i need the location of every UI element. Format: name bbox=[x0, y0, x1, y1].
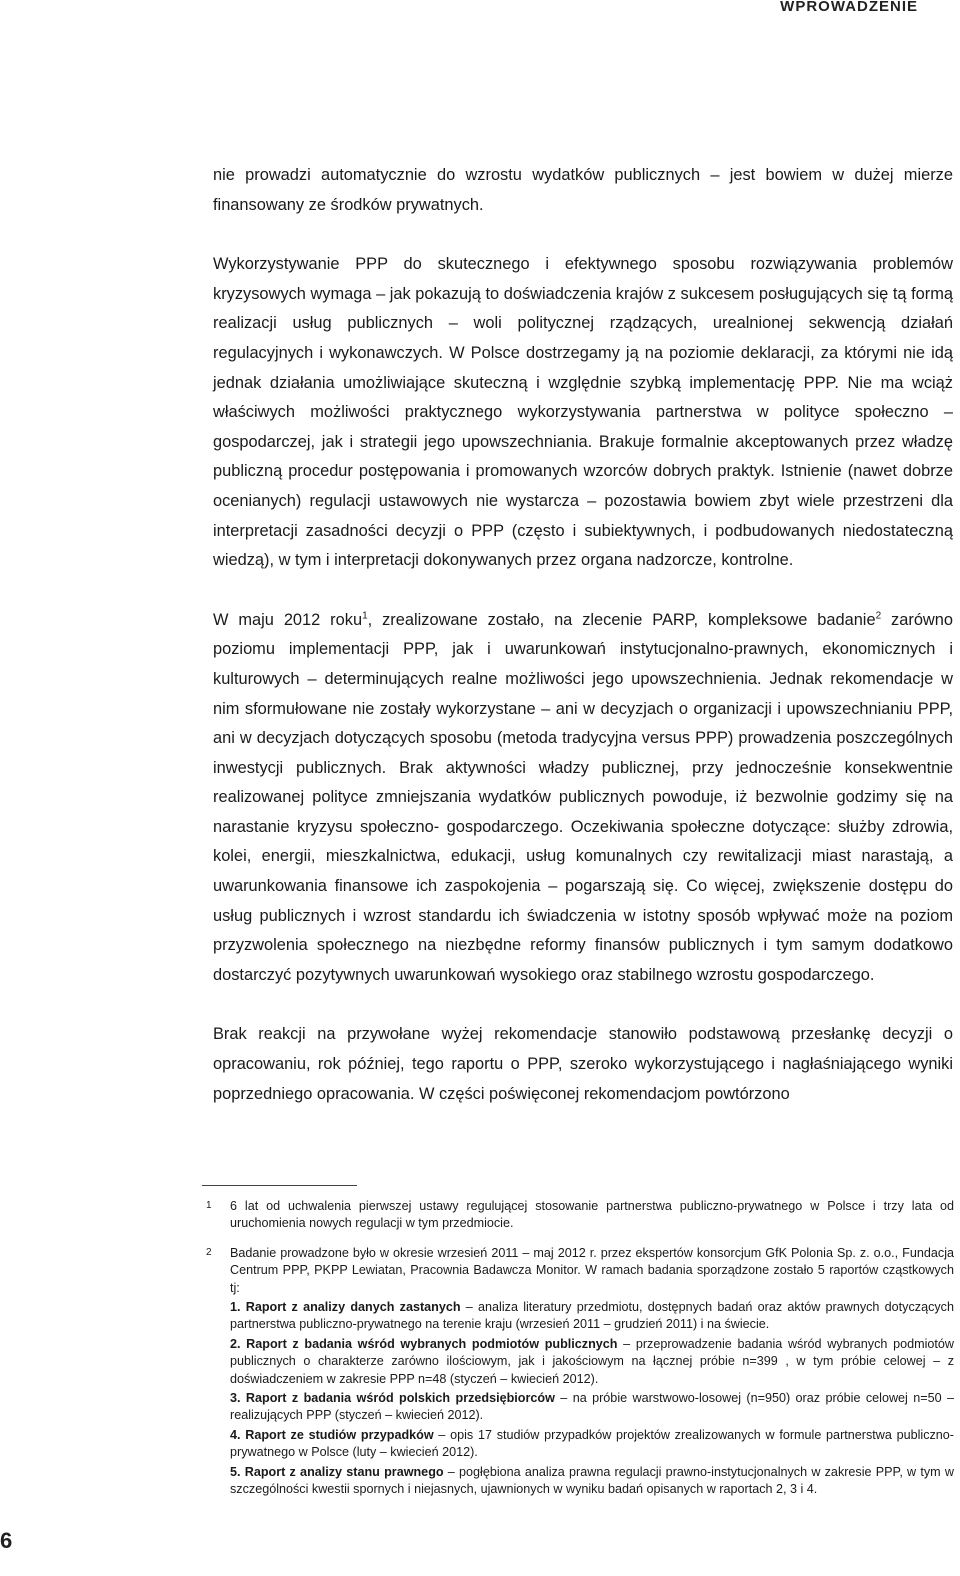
paragraph-3-part-2: , zrealizowane zostało, na zlecenie PARP, kompleksowe badanie bbox=[367, 610, 876, 629]
paragraph-1: nie prowadzi automatycznie do wzrostu wydatków publicznych – jest bowiem w dużej mierze finansowany ze środków prywatnych. bbox=[213, 166, 953, 214]
report-item-text: – przeprowadzenie badania wśród wybranych podmiotów publicznych o charakterze zarówno ilościowym, jak i jakościowym na łącznej próbie n=399 , w tym próbie celowej – z doświadczeniem w zakresie PPP n=48 (styczeń – kwiecień 2012). bbox=[230, 1336, 954, 1386]
paragraph-3-part-3: zarówno poziomu implementacji PPP, jak i uwarunkowań instytucjonalno-prawnych, ekonomicznych i kulturowych – determinujących realne możliwości jego upowszechnienia. Jednak rekomendacje w nim sformułowane nie zostały wykorzystane – ani w decyzjach o organizacji i upowszechnianiu PPP, ani w decyzjach dotyczących sposobu (metoda tradycyjna versus PPP) prowadzenia poszczególnych inwestycji publicznych. Brak aktywności władzy publicznej, przy jednocześnie konsekwentnie realizowanej polityce zmniejszania wydatków publicznych powoduje, iż bezwolnie godzimy się na narastanie kryzysu społeczno- gospodarczego. Oczekiwania społeczne dotyczące: służby zdrowia, kolei, energii, mieszkalnictwa, edukacji, usług komunalnych czy rewitalizacji miast narastają, a uwarunkowania finansowe ich zaspokojenia – pogarszają się. Co więcej, zwiększenie dostępu do usług publicznych i wzrost standardu ich świadczenia w istotny sposób wpływać może na poziom przyzwolenia społecznego na niezbędne reformy finansów publicznych i tym samym dodatkowo dostarczyć pozytywnych uwarunkowań wysokiego oraz stabilnego wzrostu gospodarczego. bbox=[213, 610, 954, 984]
report-item-4 bbox=[230, 1427, 954, 1462]
report-item-text: – na próbie warstwowo-losowej (n=950) oraz próbie celowej n=50 – realizujących PPP (styczeń – kwiecień 2012). bbox=[230, 1391, 955, 1423]
paragraph-3-part-1: W maju 2012 roku bbox=[213, 610, 363, 629]
paragraph-2: Wykorzystywanie PPP do skutecznego i efektywnego sposobu rozwiązywania problemów kryzysowych wymaga – jak pokazują to doświadczenia krajów z sukcesem posługujących się tą formą realizacji usług publicznych – woli politycznej rządzących, urealnionej sekwencją działań regulacyjnych i wykonawczych. W Polsce dostrzegamy ją na poziomie deklaracji, za którymi nie idą jednak działania umożliwiające skuteczną i względnie szybką implementację PPP. Nie ma wciąż właściwych możliwości praktycznego wykorzystywania partnerstwa w polityce społeczno – gospodarczej, jak i strategii jego upowszechniania. Brakuje formalnie akceptowanych przez władzę publiczną procedur postępowania i promowanych wzorców dobrych praktyk. Istnienie (nawet dobrze ocenianych) regulacji ustawowych nie wystarcza – pozostawia bowiem zbyt wiele przestrzeni dla interpretacji zasadności decyzji o PPP (często i subiektywnych, i podbudowanych niedostateczną wiedzą), w tym i interpretacji dokonywanych przez organa nadzorcze, kontrolne. bbox=[213, 255, 953, 570]
report-item-5 bbox=[230, 1464, 954, 1499]
report-item-title: 3. Raport z badania wśród polskich przedsiębiorców bbox=[230, 1391, 555, 1406]
report-item-title: 5. Raport z analizy stanu prawnego bbox=[230, 1464, 444, 1479]
report-item-3 bbox=[230, 1390, 954, 1425]
report-item-title: 4. Raport ze studiów przypadków bbox=[230, 1427, 434, 1442]
main-text bbox=[213, 161, 953, 1109]
report-item-1 bbox=[230, 1299, 954, 1334]
running-header: WPROWADZENIE bbox=[780, 0, 918, 15]
footnote-divider bbox=[202, 1185, 357, 1186]
footnote-ref-2[interactable]: 2 bbox=[875, 610, 882, 622]
report-item-text: – opis 17 studiów przypadków projektów zrealizowanych w formule partnerstwa publiczno-prywatnego w Polsce (luty – kwiecień 2012). bbox=[230, 1427, 954, 1460]
footnote-number: 1 bbox=[206, 1200, 212, 1211]
page-number: 6 bbox=[0, 1528, 13, 1553]
report-item-text: – analiza literatury przedmiotu, dostępnych badań oraz aktów prawnych dotyczących partnerstwa publiczno-prywatnego na terenie kraju (wrzesień 2011 – grudzień 2011) i na świecie. bbox=[230, 1300, 954, 1332]
footnote-1 bbox=[202, 1198, 954, 1233]
paragraph-3 bbox=[213, 606, 953, 991]
report-item-2 bbox=[230, 1336, 954, 1388]
footnote-number: 2 bbox=[206, 1246, 212, 1258]
footnote-2 bbox=[202, 1245, 954, 1499]
paragraph-4: Brak reakcji na przywołane wyżej rekomendacje stanowiło podstawową przesłankę decyzji o opracowaniu, rok później, tego raportu o PPP, szeroko wykorzystującego i nagłaśniającego wyniki poprzedniego opracowania. W części poświęconej rekomendacjom powtórzono bbox=[213, 1025, 953, 1103]
footnotes bbox=[202, 1198, 954, 1511]
report-item-title: 2. Raport z badania wśród wybranych podmiotów publicznych bbox=[230, 1336, 618, 1351]
report-item-title: 1. Raport z analizy danych zastanych bbox=[230, 1300, 461, 1315]
footnote-ref-1[interactable]: 1 bbox=[362, 610, 368, 622]
footnote-text: 6 lat od uchwalenia pierwszej ustawy regulującej stosowanie partnerstwa publiczno-prywatnego w Polsce i trzy lata od uruchomienia nowych regulacji w tym przedmiocie. bbox=[230, 1199, 954, 1231]
report-item-text: – pogłębiona analiza prawna regulacji prawno-instytucjonalnych w zakresie PPP, w tym w szczególności kwestii spornych i niejasnych, ujawnionych w wyniku badań opisanych w raportach 2, 3 i 4. bbox=[230, 1464, 954, 1497]
footnote-text: Badanie prowadzone było w okresie wrzesień 2011 – maj 2012 r. przez ekspertów konsorcjum GfK Polonia Sp. z. o.o., Fundacja Centrum PPP, PKPP Lewiatan, Pracownia Badawcza Monitor. W ramach badania sporządzone zostało 5 raportów cząstkowych tj: bbox=[230, 1245, 954, 1295]
